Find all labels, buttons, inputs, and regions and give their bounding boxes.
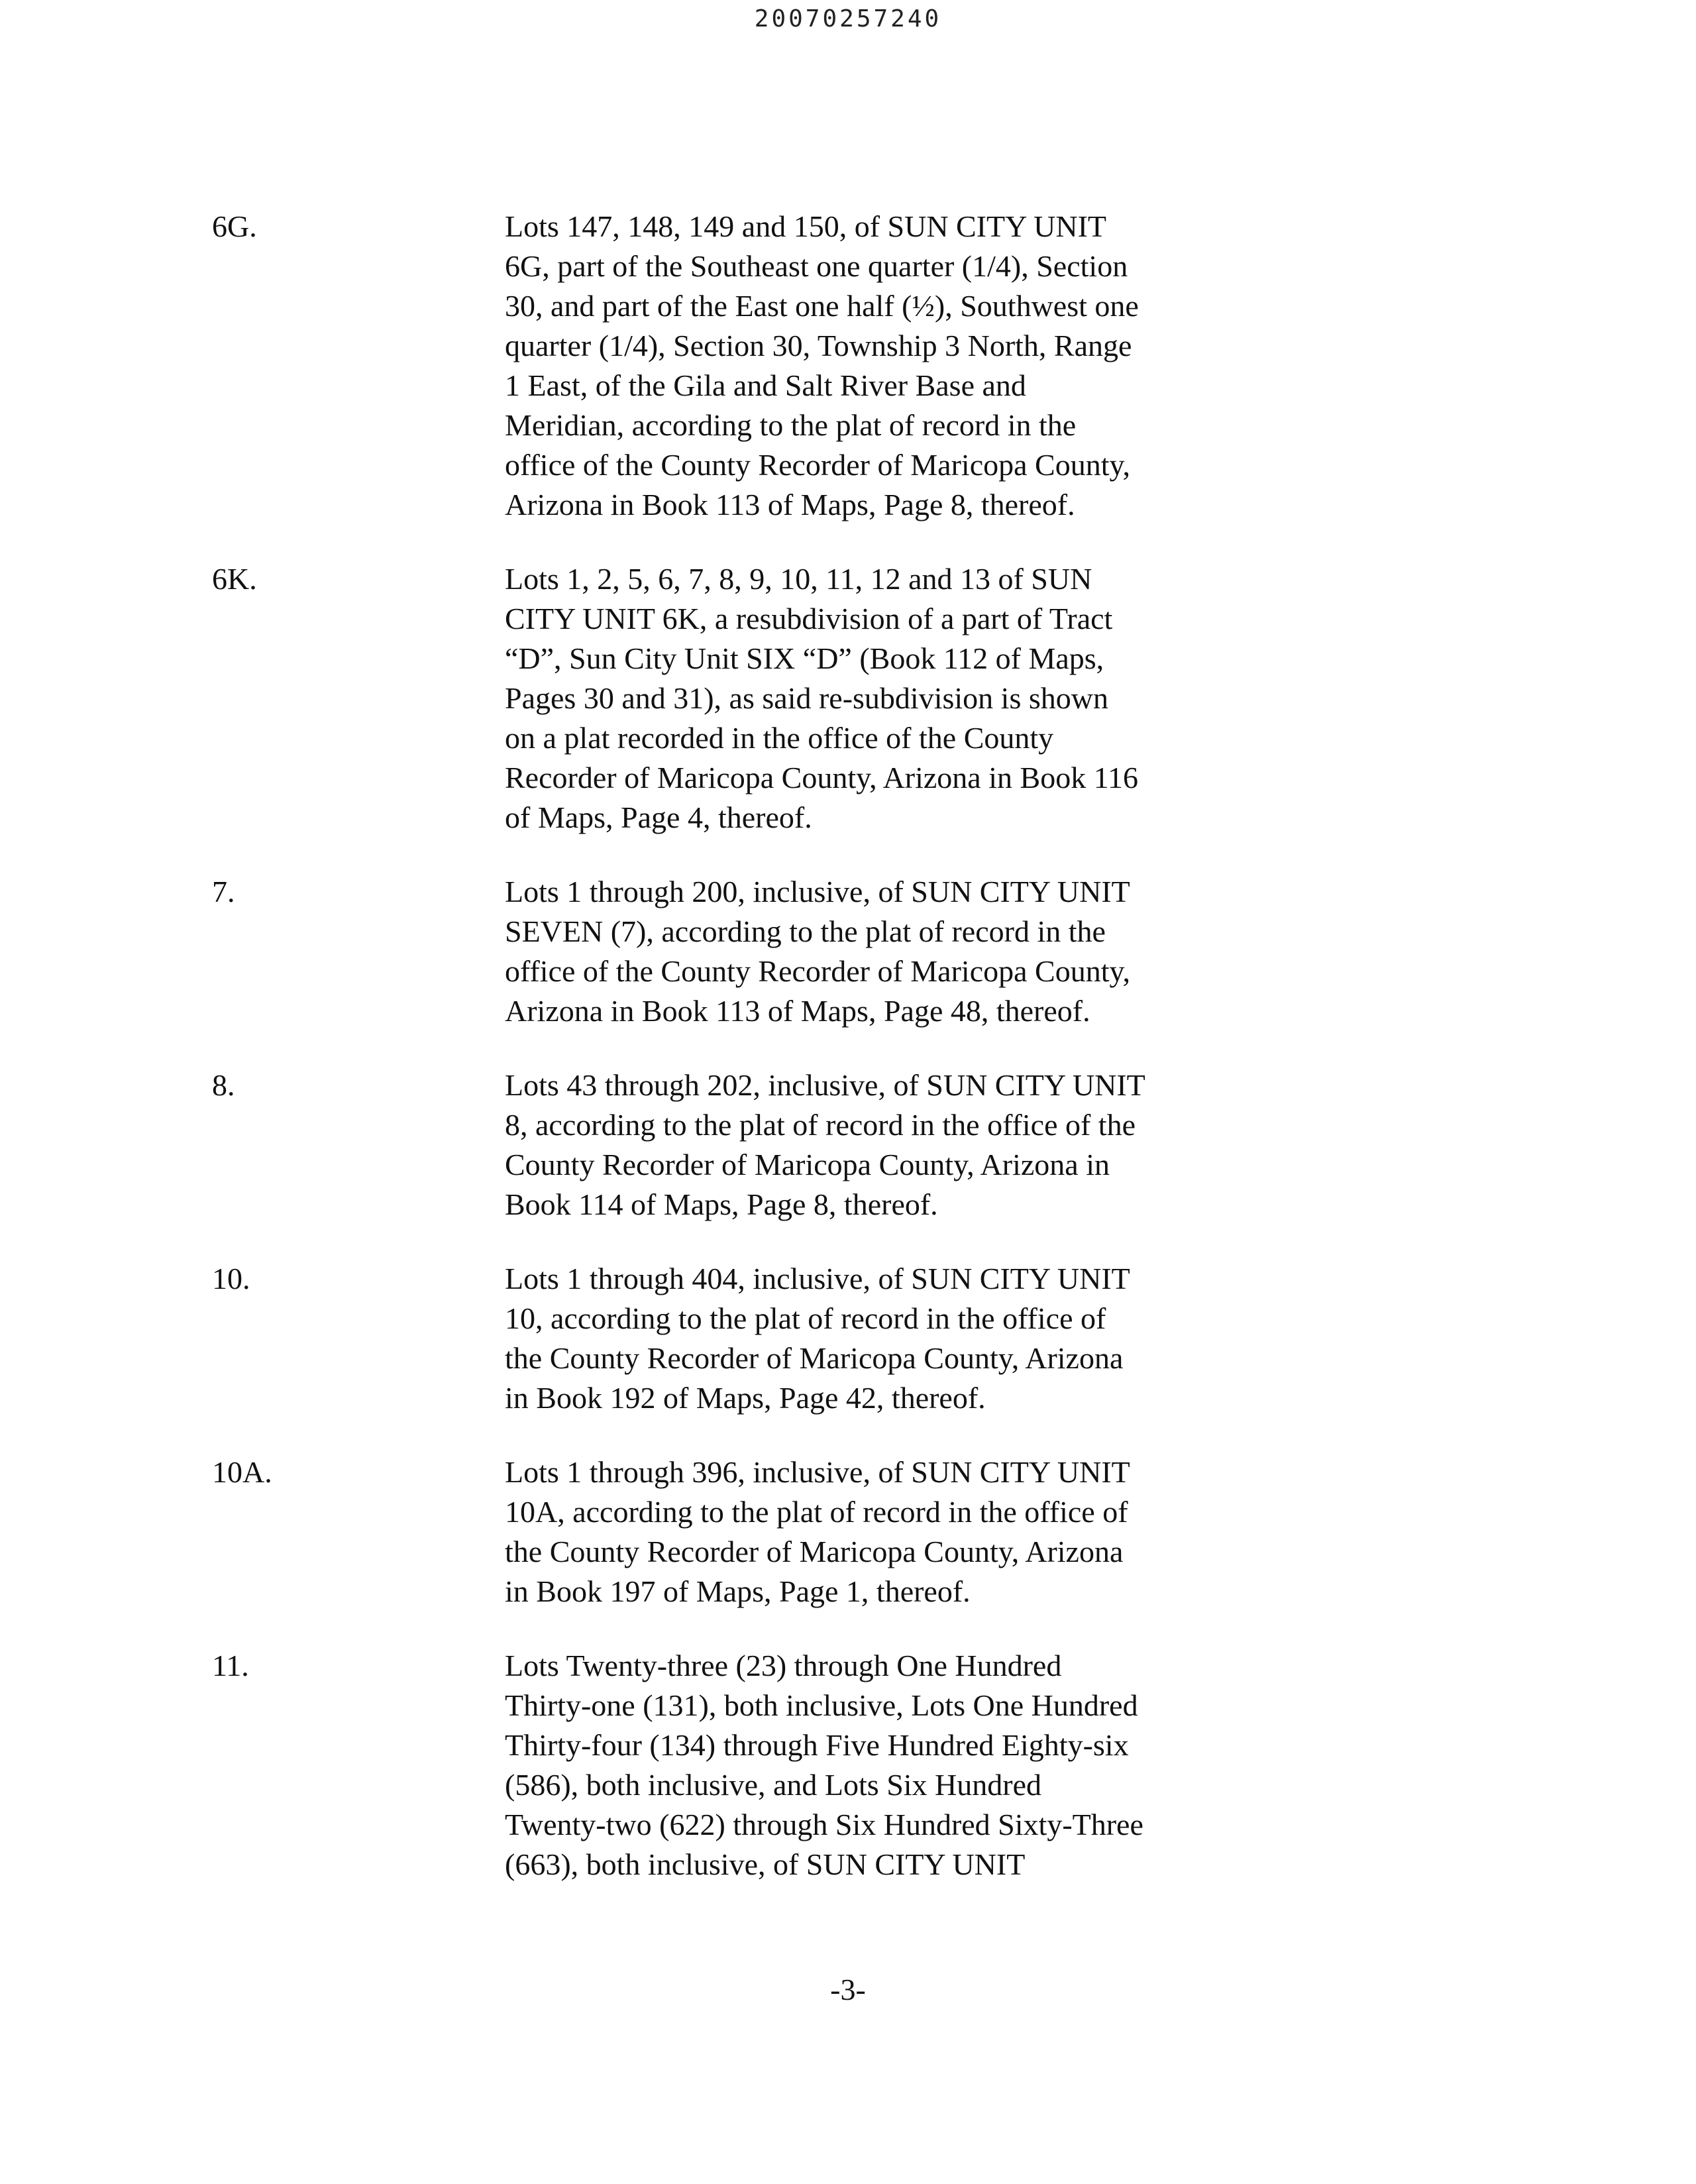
unit-description: Lots 1 through 404, inclusive, of SUN CITY UNIT 10, according to the plat of record in the office of the County Recorder of Maricopa County, Arizona in Book 192 of Maps, Page 42, thereof.: [505, 1262, 1130, 1415]
unit-label: 11.: [212, 1649, 249, 1682]
list-item: [212, 207, 1246, 525]
unit-description: Lots Twenty-three (23) through One Hundred Thirty-one (131), both inclusive, Lots One Hundred Thirty-four (134) through Five Hundred Eighty-six (586), both inclusive, and Lots Six Hundred Twenty-two (622) through Six Hundred Sixty-Three (663), both inclusive, of SUN CITY UNIT: [505, 1649, 1143, 1881]
list-item: [212, 872, 1246, 1031]
unit-label: 10.: [212, 1262, 250, 1295]
page-number: -3-: [830, 1973, 866, 2006]
unit-label: 6G.: [212, 209, 257, 243]
document-number: 20070257240: [754, 5, 942, 32]
unit-description: Lots 43 through 202, inclusive, of SUN CITY UNIT 8, according to the plat of record in the office of the County Recorder of Maricopa County, Arizona in Book 114 of Maps, Page 8, thereof.: [505, 1068, 1145, 1221]
list-item: [212, 1646, 1246, 1884]
list-item: [212, 559, 1246, 838]
unit-description: Lots 1, 2, 5, 6, 7, 8, 9, 10, 11, 12 and 13 of SUN CITY UNIT 6K, a resubdivision of a part of Tract “D”, Sun City Unit SIX “D” (Book 112 of Maps, Pages 30 and 31), as said re-subdivision is shown on a plat recorded in the office of the County Recorder of Maricopa County, Arizona in Book 116 of Maps, Page 4, thereof.: [505, 562, 1138, 834]
list-item: [212, 1259, 1246, 1418]
legal-description-list: [212, 207, 1246, 1919]
unit-label: 7.: [212, 875, 235, 908]
unit-description: Lots 1 through 396, inclusive, of SUN CITY UNIT 10A, according to the plat of record in the office of the County Recorder of Maricopa County, Arizona in Book 197 of Maps, Page 1, thereof.: [505, 1455, 1130, 1608]
list-item: [212, 1452, 1246, 1611]
unit-label: 6K.: [212, 562, 257, 596]
unit-label: 10A.: [212, 1455, 272, 1489]
unit-description: Lots 1 through 200, inclusive, of SUN CITY UNIT SEVEN (7), according to the plat of record in the office of the County Recorder of Maricopa County, Arizona in Book 113 of Maps, Page 48, thereof.: [505, 875, 1131, 1028]
unit-description: Lots 147, 148, 149 and 150, of SUN CITY UNIT 6G, part of the Southeast one quarter (1/4), Section 30, and part of the East one half (½), Southwest one quarter (1/4), Section 30, Township 3 North, Range 1 East, of the Gila and Salt River Base and Meridian, according to the plat of record in the office of the County Recorder of Maricopa County, Arizona in Book 113 of Maps, Page 8, thereof.: [505, 209, 1139, 521]
list-item: [212, 1065, 1246, 1225]
unit-label: 8.: [212, 1068, 235, 1102]
